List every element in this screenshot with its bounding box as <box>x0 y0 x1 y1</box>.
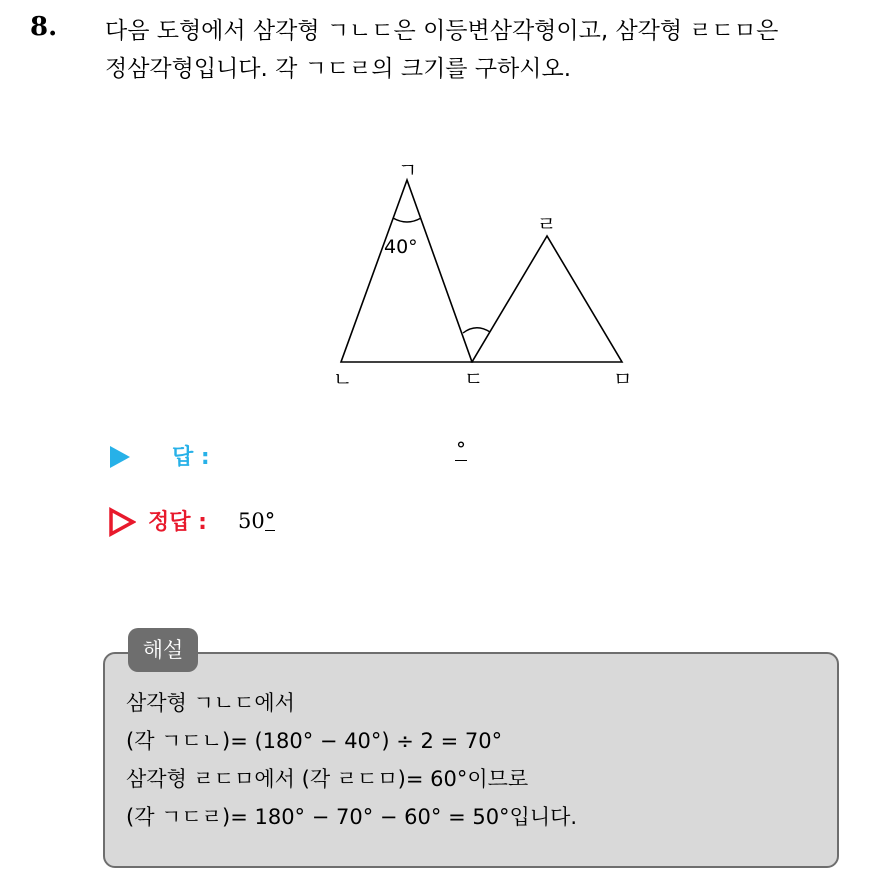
answer-unit: ° <box>456 437 466 461</box>
solution-tag: 해설 <box>128 628 198 672</box>
middle-angle-arc <box>463 328 490 333</box>
correct-answer-value <box>238 509 275 533</box>
vertex-label-a: ㄱ <box>398 158 418 182</box>
correct-answer-label: 정답 : <box>148 510 207 535</box>
solution-line-1: 삼각형 ㄱㄴㄷ에서 <box>126 691 295 715</box>
apex-angle-arc <box>393 218 421 222</box>
solution-text <box>126 684 826 836</box>
question-text <box>105 12 865 88</box>
correct-marker-icon <box>108 507 136 537</box>
vertex-label-d: ㄹ <box>537 212 557 236</box>
question-line-2: 정삼각형입니다. 각 ㄱㄷㄹ의 크기를 구하시오. <box>105 56 572 82</box>
correct-answer-row <box>108 505 508 541</box>
correct-answer-number: 50 <box>238 509 265 533</box>
equilateral-triangle <box>472 236 622 362</box>
vertex-label-e: ㅁ <box>613 367 633 391</box>
solution-line-4: (각 ㄱㄷㄹ)= 180° − 70° − 60° = 50°입니다. <box>126 805 578 829</box>
solution-line-3: 삼각형 ㄹㄷㅁ에서 (각 ㄹㄷㅁ)= 60°이므로 <box>126 767 529 791</box>
question-line-1: 다음 도형에서 삼각형 ㄱㄴㄷ은 이등변삼각형이고, 삼각형 ㄹㄷㅁ은 <box>105 18 779 44</box>
answer-marker-icon <box>110 446 130 468</box>
answer-row <box>110 437 510 474</box>
solution-line-2: (각 ㄱㄷㄴ)= (180° − 40°) ÷ 2 = 70° <box>126 729 503 753</box>
question-number: 8. <box>30 12 58 42</box>
answer-label: 답 : <box>172 445 210 470</box>
correct-answer-unit: ° <box>264 509 276 533</box>
vertex-label-b: ㄴ <box>333 367 353 391</box>
apex-angle-label: 40° <box>384 236 418 258</box>
vertex-label-c: ㄷ <box>464 367 484 391</box>
isosceles-triangle <box>341 180 472 362</box>
